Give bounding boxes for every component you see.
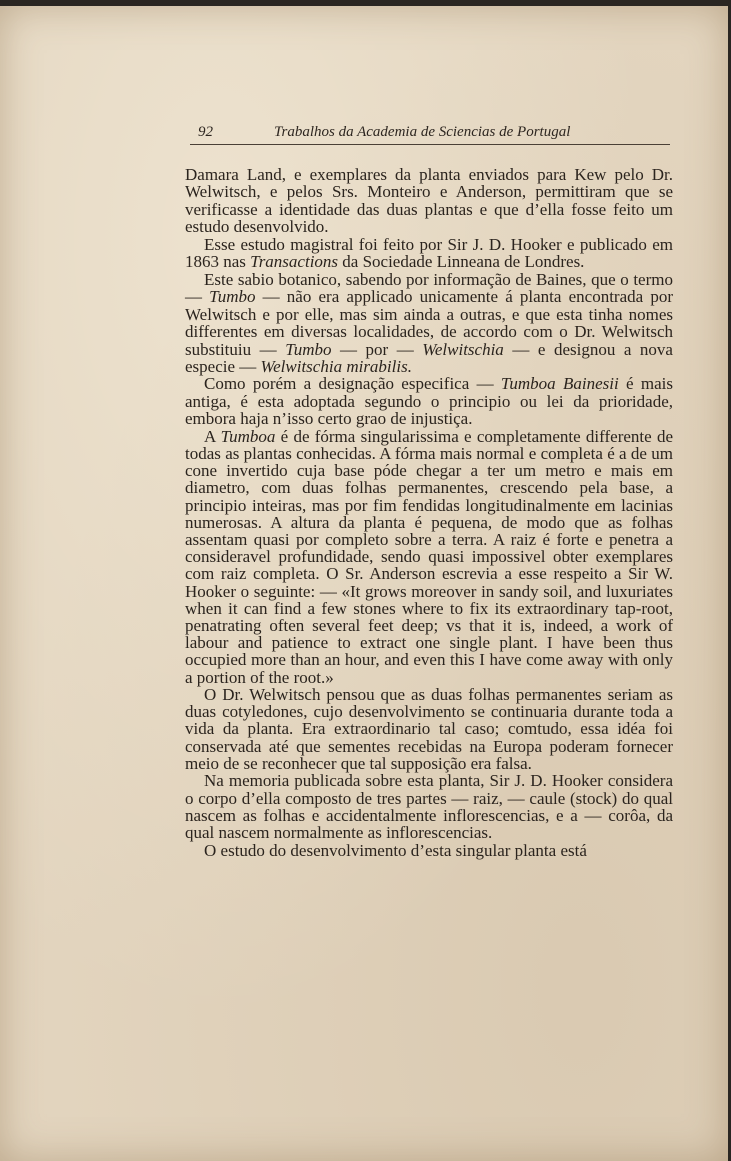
italic-welwitschia: Welwitschia — [422, 339, 504, 359]
body-text — [185, 166, 673, 859]
paragraph-2: Esse estudo magistral foi feito por Sir J. D. Hooker e publicado em 1863 nas Transactions da Sociedade Linneana de Londres. — [185, 234, 673, 272]
italic-species-name: Welwitschia mirabilis. — [260, 356, 412, 376]
paragraph-3: Este sabio botanico, sabendo por informação de Baines, que o termo — Tumbo — não era applicado unicamente á planta encontrada por Welwitsch e por elle, mas sim ainda a outras, e que esta tinha nomes differentes em diversas localidades, de accordo com o Dr. Welwitsch substituiu — Tumbo — por — Welwitschia — e designou a nova especie — Welwitschia mirabilis. — [185, 269, 673, 376]
running-title: Trabalhos da Academia de Sciencias de Portugal — [274, 124, 571, 140]
italic-tumboa-bainesii: Tumboa Bainesii — [500, 374, 619, 394]
paragraph-7: Na memoria publicada sobre esta planta, Sir J. D. Hooker considera o corpo d’ella composto de tres partes — raiz, — caule (stock) do qual nascem as folhas e accidentalmente inflorescencias, e a — corôa, da qual nascem normalmente as inflorescencias. — [185, 771, 673, 843]
paragraph-4: Como porém a designação especifica — Tumboa Bainesii é mais antiga, é esta adoptada segundo o principio ou lei da prioridade, embora haja n’isso certo grao de injustiça. — [185, 374, 673, 429]
paragraph-8: O estudo do desenvolvimento d’esta singular planta está — [204, 840, 587, 860]
italic-tumbo-2: Tumbo — [285, 339, 332, 359]
paragraph-6: O Dr. Welwitsch pensou que as duas folhas permanentes seriam as duas cotyledones, cujo desenvolvimento se continuaria durante toda a vida da planta. Era extraordinario tal caso; comtudo, essa idéa foi conservada até que sementes recebidas na Europa poderam fornecer meio de se reconhecer que tal supposição era falsa. — [185, 684, 673, 774]
page-number: 92 — [198, 124, 213, 140]
book-page — [0, 6, 728, 1161]
italic-transactions: Transactions — [250, 252, 339, 272]
paragraph-5: A Tumboa é de fórma singularissima e completamente differente de todas as plantas conhecidas. A fórma mais normal e completa é a de um cone invertido cuja base póde chegar a ter um metro e mais em diametro, com duas folhas permanentes, crescendo pela base, a principio inteiras, mas por fim fendidas longitudinalmente em lacinias numerosas. A altura da planta é pequena, de modo que as folhas assentam quasi por completo sobre a terra. A raiz é forte e penetra a consideravel profundidade, sendo quasi impossivel obter exemplares com raiz completa. O Sr. Anderson escrevia a esse respeito a Sir W. Hooker o seguinte: — «It grows moreover in sandy soil, and luxuriates when it can find a few stones where to fix its extraordinary tap-root, penatrating often several feet deep; vs that it is, indeed, a work of labour and patience to extract one single plant. I have been thus occupied more than an hour, and even this I have come away with only a portion of the root.» — [185, 426, 673, 687]
page-header — [190, 124, 670, 145]
paragraph-1: Damara Land, e exemplares da planta enviados para Kew pelo Dr. Welwitsch, e pelos Srs. Monteiro e Anderson, permittiram que se verificasse a identidade das duas plantas e que d’ella fosse feito um estudo desenvolvido. — [185, 165, 673, 237]
italic-tumbo: Tumbo — [209, 287, 256, 307]
italic-tumboa: Tumboa — [220, 426, 276, 446]
